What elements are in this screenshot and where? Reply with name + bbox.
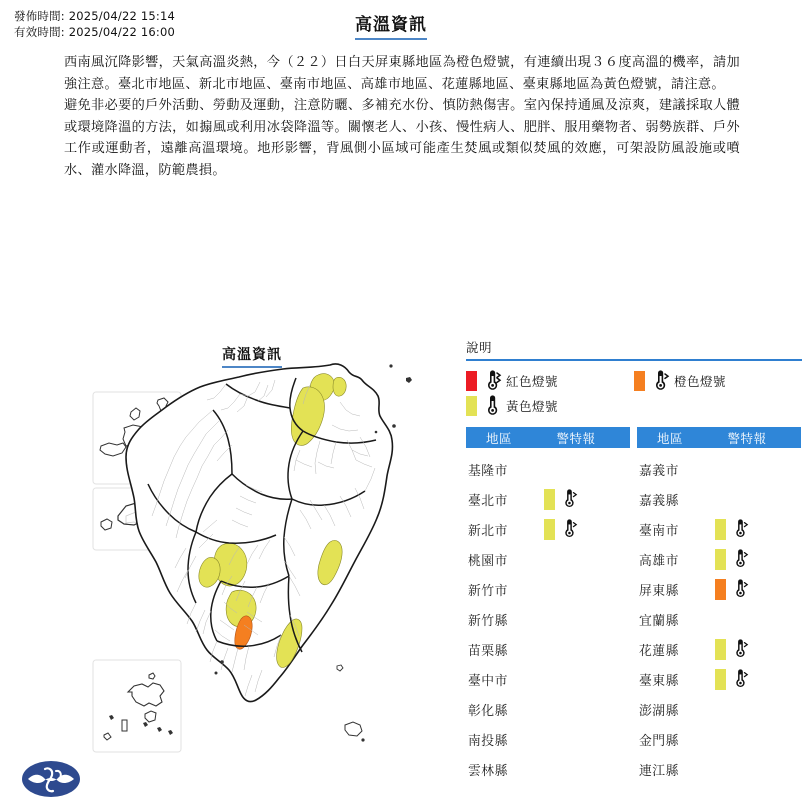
signal-swatch [715, 549, 726, 570]
region-name: 臺北市 [468, 493, 508, 509]
legend-list [466, 368, 802, 418]
table-row[interactable] [637, 454, 801, 484]
region-name: 臺中市 [468, 673, 508, 689]
region-name: 基隆市 [468, 463, 508, 479]
thermometer-icon [480, 395, 502, 417]
region-signal [697, 579, 801, 600]
table-row[interactable] [466, 604, 630, 634]
region-column-right [637, 454, 801, 784]
region-name: 苗栗縣 [468, 643, 508, 659]
thermometer-icon [558, 519, 578, 539]
region-name: 嘉義縣 [639, 493, 679, 509]
table-row[interactable] [637, 514, 801, 544]
thermometer-icon [729, 549, 749, 569]
legend-swatch-red [466, 371, 477, 391]
region-signal [697, 519, 801, 540]
region-name: 花蓮縣 [639, 643, 679, 659]
table-header-warning-left: 警特報 [556, 430, 596, 446]
table-row[interactable] [466, 664, 630, 694]
signal-swatch [544, 519, 555, 540]
region-highlight-keelung-edge [333, 377, 346, 396]
table-row[interactable] [637, 634, 801, 664]
legend-item-orange [634, 368, 802, 393]
region-signal [697, 669, 801, 690]
region-name: 連江縣 [639, 763, 679, 779]
thermometer-icon [729, 639, 749, 659]
region-name: 新竹縣 [468, 613, 508, 629]
legend-and-table-panel [466, 338, 802, 784]
legend-item-yellow [466, 393, 634, 418]
legend-swatch-yellow [466, 396, 477, 416]
table-header-left [466, 427, 630, 448]
region-name: 臺南市 [639, 523, 679, 539]
table-row[interactable] [466, 454, 630, 484]
table-row[interactable] [466, 544, 630, 574]
region-column-left [466, 454, 630, 784]
table-row[interactable] [466, 574, 630, 604]
thermometer-icon [729, 579, 749, 599]
thermometer-icon [648, 370, 670, 392]
signal-swatch [715, 519, 726, 540]
region-table [466, 454, 802, 784]
region-signal [526, 489, 630, 510]
region-signal [526, 519, 630, 540]
legend-swatch-orange [634, 371, 645, 391]
table-row[interactable] [637, 484, 801, 514]
legend-item-red [466, 368, 634, 393]
region-name: 高雄市 [639, 553, 679, 569]
issue-time: 發佈時間: 2025/04/22 15:14 [14, 9, 176, 23]
table-row[interactable] [466, 514, 630, 544]
region-name: 南投縣 [468, 733, 508, 749]
region-name: 新北市 [468, 523, 508, 539]
timestamp-block [14, 8, 175, 40]
table-row[interactable] [637, 754, 801, 784]
map-panel [0, 330, 460, 810]
table-header-right [637, 427, 801, 448]
region-name: 新竹市 [468, 583, 508, 599]
region-name: 嘉義市 [639, 463, 679, 479]
legend-label-yellow: 黃色燈號 [506, 398, 559, 414]
thermometer-icon [558, 489, 578, 509]
table-row[interactable] [466, 694, 630, 724]
signal-swatch [715, 669, 726, 690]
table-row[interactable] [466, 484, 630, 514]
region-name: 澎湖縣 [639, 703, 679, 719]
thermometer-icon [729, 669, 749, 689]
advisory-paragraph-2: 避免非必要的戶外活動、勞動及運動，注意防曬、多補充水份、慎防熱傷害。室內保持通風及涼爽，建議採取人體或環境降溫的方法，如搧風或利用冰袋降溫等。關懷老人、小孩、慢性病人、肥胖、服用藥物者、弱勢族群、戶外工作或運動者，遠離高溫環境。地形影響，背風側小區域可能產生焚風或類似焚風的效應，可架設防風設施或噴水、灌水降溫，防範農損。 [64, 98, 740, 178]
table-row[interactable] [637, 574, 801, 604]
region-name: 臺東縣 [639, 673, 679, 689]
region-signal [697, 549, 801, 570]
valid-time: 有效時間: 2025/04/22 16:00 [14, 25, 176, 39]
table-row[interactable] [637, 604, 801, 634]
region-name: 雲林縣 [468, 763, 508, 779]
thermometer-icon [480, 370, 502, 392]
region-signal [697, 639, 801, 660]
thermometer-icon [729, 519, 749, 539]
map-title: 高溫資訊 [222, 344, 282, 368]
table-row[interactable] [466, 754, 630, 784]
region-name: 桃園市 [468, 553, 508, 569]
table-header-warning-right: 警特報 [727, 430, 767, 446]
signal-swatch [544, 489, 555, 510]
table-row[interactable] [637, 544, 801, 574]
table-row[interactable] [637, 724, 801, 754]
matsu-inset [93, 660, 181, 752]
signal-swatch [715, 639, 726, 660]
legend-divider [466, 359, 802, 361]
legend-label-orange: 橙色燈號 [674, 373, 727, 389]
signal-swatch [715, 579, 726, 600]
table-row[interactable] [466, 634, 630, 664]
table-row[interactable] [637, 694, 801, 724]
table-header-row [466, 427, 802, 448]
region-name: 宜蘭縣 [639, 613, 679, 629]
legend-title: 說明 [466, 340, 493, 355]
table-row[interactable] [466, 724, 630, 754]
table-header-region-left: 地區 [485, 430, 512, 446]
table-header-region-right: 地區 [656, 430, 683, 446]
advisory-paragraph-1: 西南風沉降影響，天氣高溫炎熱，今（２２）日白天屏東縣地區為橙色燈號，有連續出現３６度高溫的機率，請加強注意。臺北市地區、新北市地區、臺南市地區、高雄市地區、花蓮縣地區、臺東縣地區為黃色燈號，請注意。 [64, 55, 740, 92]
legend-label-red: 紅色燈號 [506, 373, 559, 389]
taiwan-map [0, 330, 460, 810]
region-name: 彰化縣 [468, 703, 508, 719]
region-name: 屏東縣 [639, 583, 679, 599]
cwa-logo [20, 757, 82, 801]
advisory-text [64, 52, 740, 181]
region-name: 金門縣 [639, 733, 679, 749]
table-row[interactable] [637, 664, 801, 694]
page-title: 高溫資訊 [355, 10, 427, 40]
